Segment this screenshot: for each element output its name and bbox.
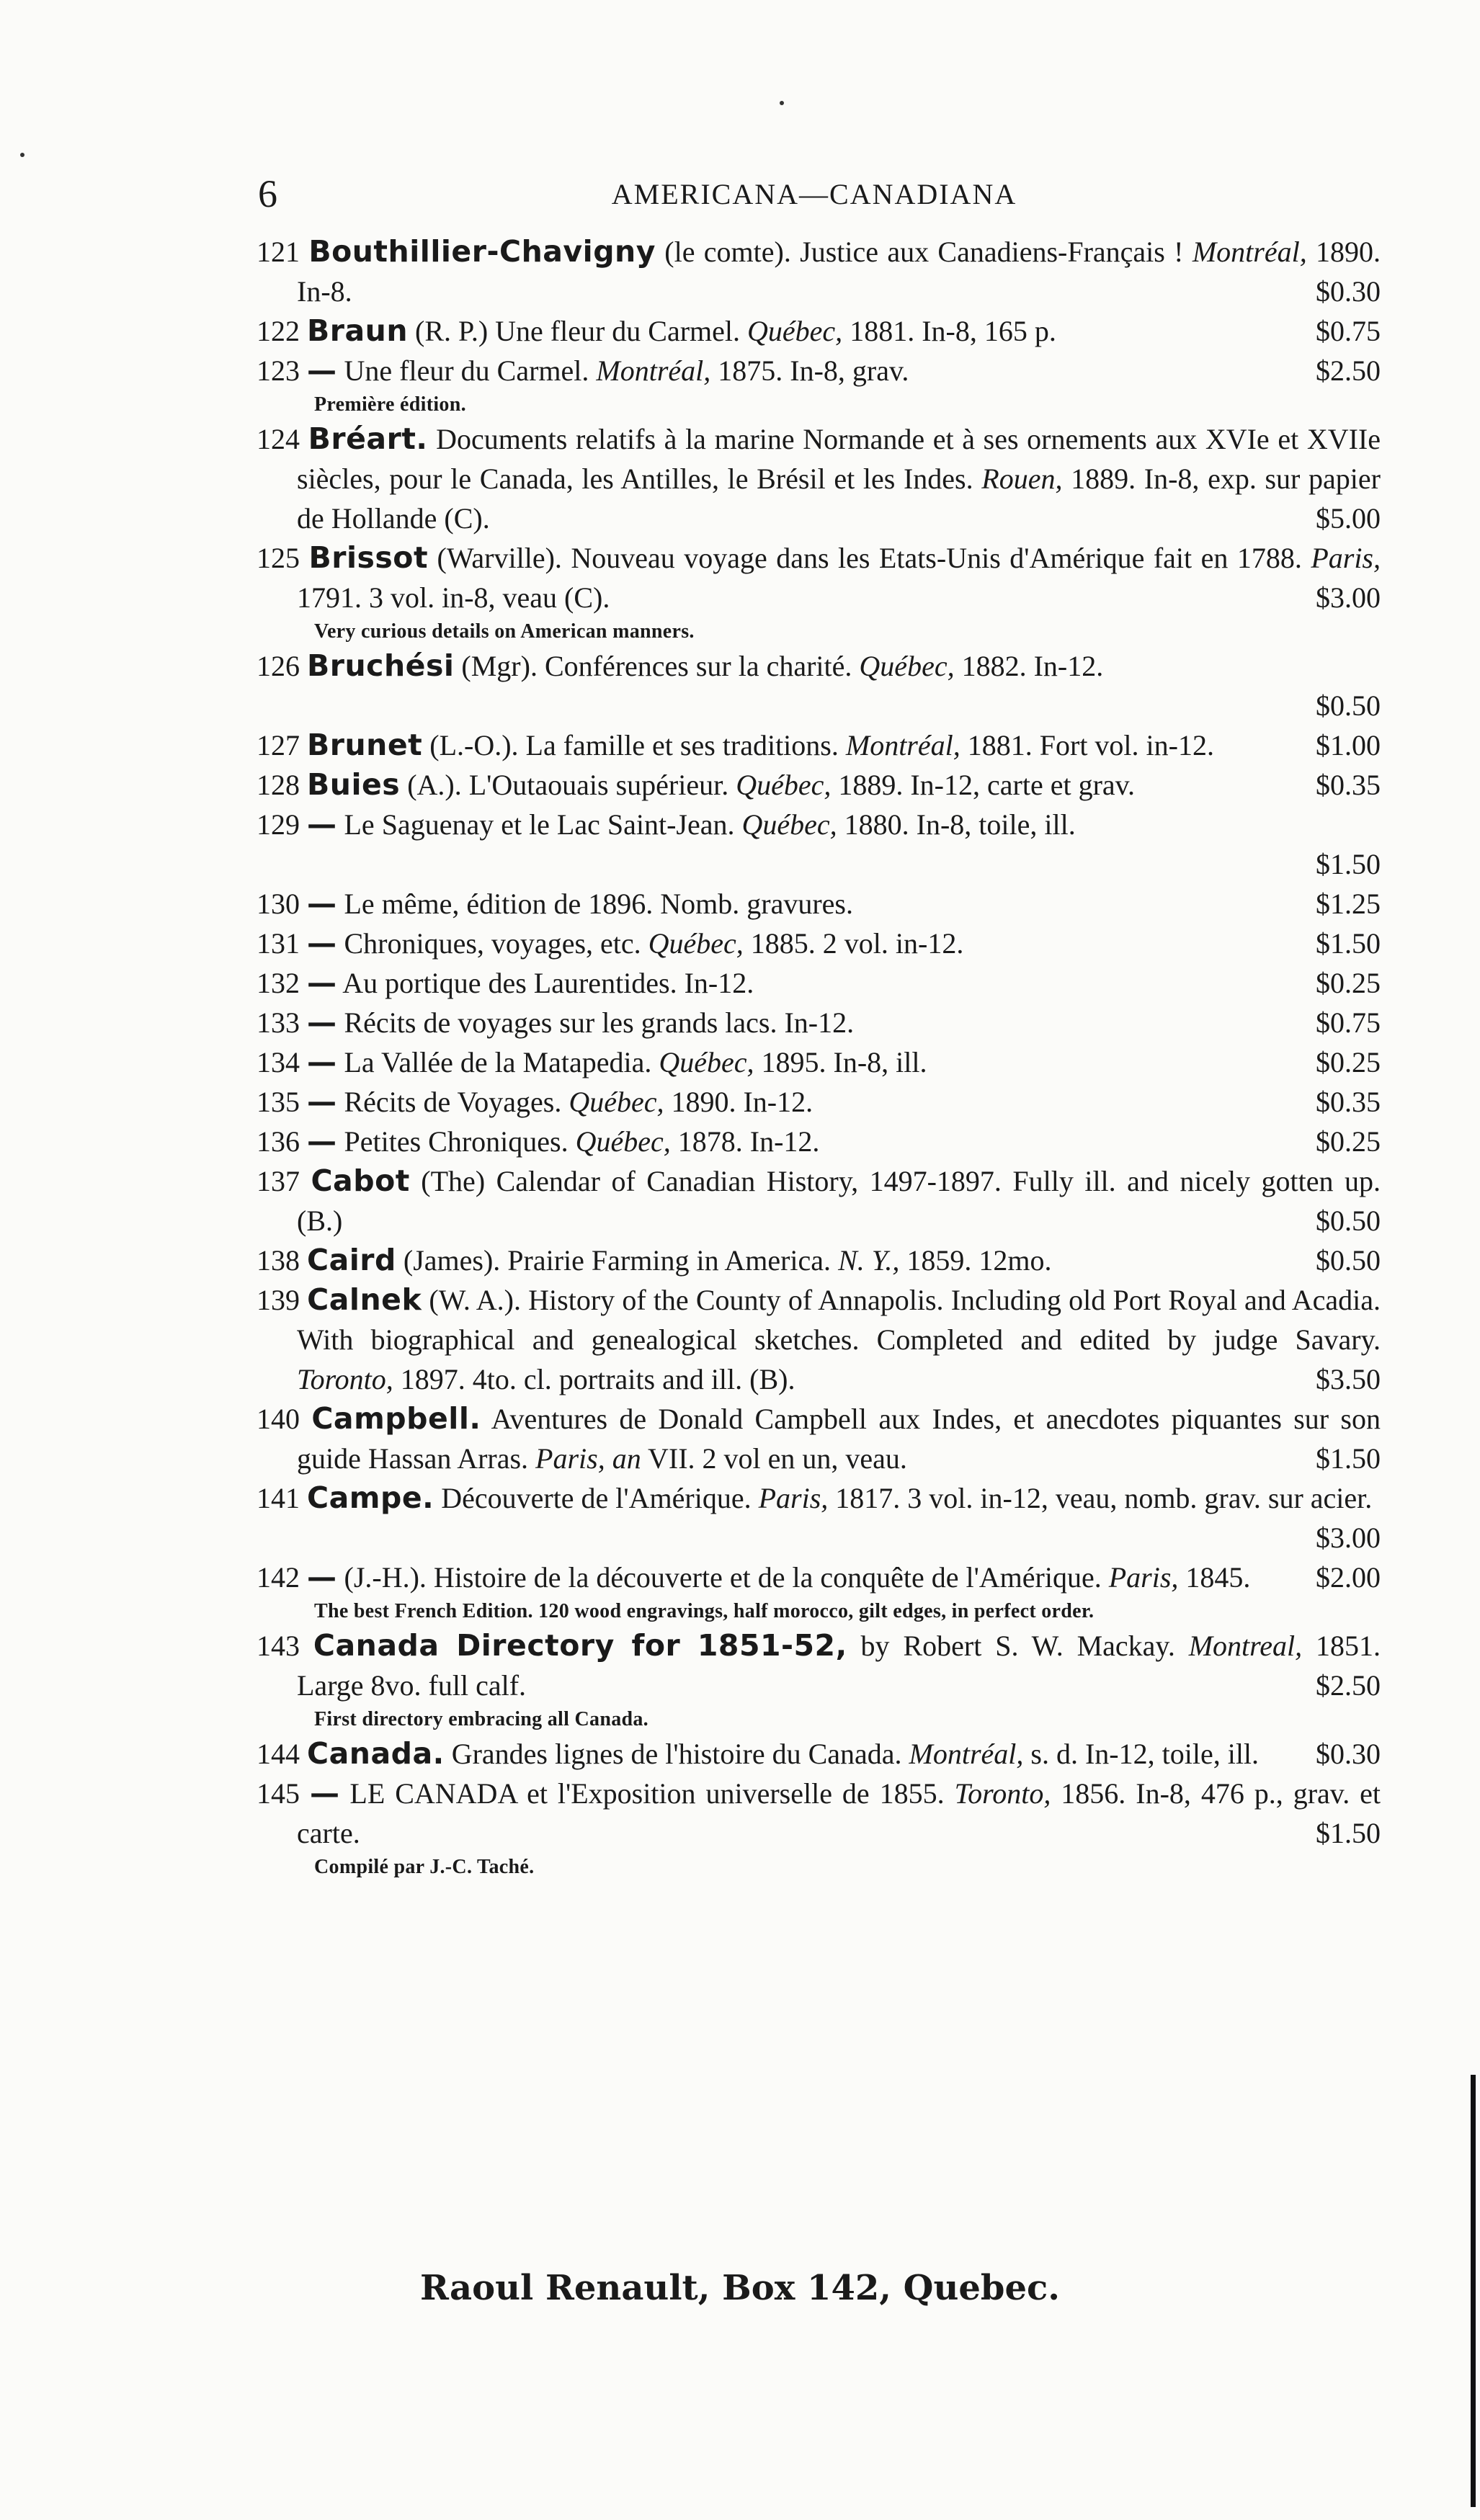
entry-description: (James). Prairie Farming in America. <box>396 1244 839 1277</box>
entry-price: $0.25 <box>1316 1125 1381 1158</box>
entry-author: Calnek <box>307 1282 422 1317</box>
entry-author: Bruchési <box>307 648 455 683</box>
entry-place: N. Y., <box>838 1244 900 1277</box>
entry-price: $1.50 <box>1316 848 1381 880</box>
entry-place: Paris, <box>758 1482 829 1514</box>
catalogue-entry <box>257 725 1381 765</box>
entry-author: Brunet <box>307 728 423 762</box>
entry-author: Braun <box>307 313 409 348</box>
entry-number: 145 <box>257 1777 300 1810</box>
page-header <box>252 171 1376 222</box>
entry-place: Toronto, <box>297 1363 393 1395</box>
entry-description: 1882. In-12. <box>954 650 1104 682</box>
publisher-footer: Raoul Renault, Box 142, Quebec. <box>420 2268 1060 2308</box>
entry-number: 134 <box>257 1046 300 1078</box>
page-edge-mark <box>1471 2075 1476 2507</box>
entry-author: Campe. <box>307 1480 434 1515</box>
entry-author: — <box>307 1560 337 1594</box>
entry-note: First directory embracing all Canada. <box>314 1708 648 1730</box>
entry-description: Petites Chroniques. <box>336 1125 576 1158</box>
entry-number: 132 <box>257 967 300 999</box>
entry-description: Documents relatifs à la marine Normande et à ses ornements aux XVIe et XVIIe siècles, pour le Canada, les Antilles, le Brésil et les Indes. <box>297 423 1381 495</box>
entry-place: Montréal, <box>596 354 711 387</box>
catalogue-entry <box>257 1626 1381 1705</box>
entry-description: 1881. Fort vol. in-12. <box>960 729 1214 761</box>
entry-number: 135 <box>257 1086 300 1118</box>
catalogue-entry <box>257 1161 1381 1241</box>
catalogue-entry <box>257 1042 1381 1082</box>
catalogue-entry <box>257 805 1381 884</box>
entry-description: 1878. In-12. <box>670 1125 820 1158</box>
entry-number: 139 <box>257 1284 300 1316</box>
entry-description: 1859. 12mo. <box>899 1244 1052 1277</box>
entry-place: Québec, <box>741 808 837 841</box>
catalogue-entry <box>257 963 1381 1003</box>
entry-place: Québec, <box>575 1125 671 1158</box>
entry-author: — <box>307 807 337 841</box>
entry-description: s. d. In-12, toile, ill. <box>1023 1738 1260 1770</box>
catalogue-entry <box>257 1478 1381 1558</box>
entry-place: Montréal, <box>909 1738 1024 1770</box>
entry-number: 133 <box>257 1006 300 1039</box>
entry-author: — <box>307 1045 337 1079</box>
entry-place: Québec, <box>569 1086 664 1118</box>
entry-description: (Mgr). Conférences sur la charité. <box>454 650 860 682</box>
entry-place: Montréal, <box>845 729 960 761</box>
entry-number: 128 <box>257 769 300 801</box>
entry-description: 1851. Large 8vo. full calf. <box>297 1630 1381 1702</box>
entry-description: 1845. <box>1178 1561 1251 1594</box>
entry-price: $3.00 <box>1316 1522 1381 1554</box>
entry-description: by Robert S. W. Mackay. <box>847 1630 1189 1662</box>
entry-description: (R. P.) Une fleur du Carmel. <box>408 315 748 347</box>
catalogue-entry <box>257 232 1381 311</box>
entry-place: Québec, <box>648 927 744 960</box>
print-speck <box>20 153 24 157</box>
entry-description: 1881. In-8, 165 p. <box>842 315 1056 347</box>
entry-description: (le comte). Justice aux Canadiens-Français ! <box>655 236 1193 268</box>
entry-place: Rouen, <box>981 463 1063 495</box>
entry-price: $0.25 <box>1316 1046 1381 1078</box>
entry-description: 1791. 3 vol. in-8, veau (C). <box>297 581 610 614</box>
entry-place: Montréal, <box>1192 236 1307 268</box>
entry-number: 137 <box>257 1165 300 1197</box>
catalogue-entry <box>257 1280 1381 1399</box>
catalogue-entry <box>257 538 1381 617</box>
entry-price: $0.35 <box>1316 769 1381 801</box>
entry-place: Toronto, <box>954 1777 1051 1810</box>
entry-description: Grandes lignes de l'histoire du Canada. <box>444 1738 909 1770</box>
entry-number: 121 <box>257 236 300 268</box>
entry-number: 125 <box>257 542 300 574</box>
entry-place: Québec, <box>736 769 832 801</box>
entry-author: Canada. <box>307 1736 445 1771</box>
catalogue-entry <box>257 646 1381 725</box>
entry-price: $0.25 <box>1316 967 1381 999</box>
entry-price: $0.35 <box>1316 1086 1381 1118</box>
entry-number: 122 <box>257 315 300 347</box>
entry-price: $2.50 <box>1316 1669 1381 1702</box>
entry-place: Québec, <box>859 650 955 682</box>
entry-number: 127 <box>257 729 300 761</box>
entry-description: 1889. In-12, carte et grav. <box>831 769 1136 801</box>
entry-description: 1895. In-8, ill. <box>754 1046 927 1078</box>
entry-number: 143 <box>257 1630 300 1662</box>
entry-price: $0.50 <box>1316 1244 1381 1277</box>
catalogue-entry <box>257 1241 1381 1280</box>
entry-number: 144 <box>257 1738 300 1770</box>
entry-author: Canada Directory for 1851-52, <box>313 1628 847 1663</box>
catalogue-entry <box>257 311 1381 351</box>
entry-note: The best French Edition. 120 wood engravings, half morocco, gilt edges, in perfect order. <box>314 1600 1095 1622</box>
entry-price: $2.50 <box>1316 354 1381 387</box>
catalogue-entries <box>257 232 1381 1882</box>
entry-description: (The) Calendar of Canadian History, 1497-1897. Fully ill. and nicely gotten up. (B.) <box>297 1165 1381 1237</box>
entry-description: Chroniques, voyages, etc. <box>336 927 648 960</box>
entry-price: $1.25 <box>1316 888 1381 920</box>
entry-number: 140 <box>257 1403 300 1435</box>
entry-description: 1817. 3 vol. in-12, veau, nomb. grav. sur acier. <box>828 1482 1373 1514</box>
entry-description: 1885. 2 vol. in-12. <box>743 927 964 960</box>
entry-description: Le même, édition de 1896. Nomb. gravures. <box>336 888 853 920</box>
entry-price: $1.50 <box>1316 1442 1381 1475</box>
entry-number: 131 <box>257 927 300 960</box>
entry-author: Campbell. <box>311 1401 481 1436</box>
entry-price: $1.50 <box>1316 1817 1381 1849</box>
entry-price: $3.00 <box>1316 581 1381 614</box>
entry-number: 123 <box>257 354 300 387</box>
entry-description: LE CANADA et l'Exposition universelle de 1855. <box>339 1777 955 1810</box>
entry-description: (J.-H.). Histoire de la découverte et de la conquête de l'Amérique. <box>336 1561 1109 1594</box>
entry-number: 130 <box>257 888 300 920</box>
catalogue-entry <box>257 1774 1381 1853</box>
entry-description: Une fleur du Carmel. <box>336 354 597 387</box>
entry-number: 141 <box>257 1482 300 1514</box>
catalogue-entry <box>257 765 1381 805</box>
entry-author: Bouthillier-Chavigny <box>308 234 656 269</box>
entry-place: Montreal, <box>1188 1630 1303 1662</box>
entry-description: Aventures de Donald Campbell aux Indes, et anecdotes piquantes sur son guide Hassan Arras. <box>297 1403 1381 1475</box>
catalogue-entry <box>257 351 1381 390</box>
entry-number: 138 <box>257 1244 300 1277</box>
entry-description: VII. 2 vol en un, veau. <box>641 1442 907 1475</box>
entry-place: Québec, <box>747 315 843 347</box>
entry-note: Première édition. <box>314 393 466 416</box>
entry-note: Very curious details on American manners. <box>314 620 695 643</box>
entry-description: Découverte de l'Amérique. <box>434 1482 759 1514</box>
entry-number: 124 <box>257 423 300 455</box>
catalogue-entry <box>257 884 1381 924</box>
entry-price: $0.50 <box>1316 1205 1381 1237</box>
running-title: AMERICANA—CANADIANA <box>611 178 1017 210</box>
entry-price: $3.50 <box>1316 1363 1381 1395</box>
entry-author: — <box>307 1005 337 1040</box>
entry-price: $0.50 <box>1316 689 1381 722</box>
entry-description: 1889. In-8, exp. sur papier de Hollande (C). <box>297 463 1381 535</box>
catalogue-entry <box>257 1003 1381 1042</box>
entry-author: — <box>309 1776 340 1810</box>
entry-number: 126 <box>257 650 300 682</box>
entry-description: 1890. In-8. <box>297 236 1381 308</box>
entry-description: La Vallée de la Matapedia. <box>336 1046 659 1078</box>
entry-author: Brissot <box>308 540 429 575</box>
page-number: 6 <box>258 172 277 215</box>
entry-place: Paris, <box>1311 542 1381 574</box>
entry-description: Le Saguenay et le Lac Saint-Jean. <box>336 808 742 841</box>
entry-price: $1.00 <box>1316 729 1381 761</box>
catalogue-entry <box>257 1734 1381 1774</box>
entry-description: (L.-O.). La famille et ses traditions. <box>422 729 846 761</box>
entry-author: — <box>307 353 337 388</box>
entry-description: (Warville). Nouveau voyage dans les Etats-Unis d'Amérique fait en 1788. <box>428 542 1311 574</box>
entry-place: Québec, <box>659 1046 754 1078</box>
entry-description: 1897. 4to. cl. portraits and ill. (B). <box>393 1363 795 1395</box>
entry-number: 129 <box>257 808 300 841</box>
catalogue-entry <box>257 419 1381 538</box>
entry-number: 142 <box>257 1561 300 1594</box>
entry-price: $2.00 <box>1316 1561 1381 1594</box>
entry-author: Buies <box>307 767 401 802</box>
entry-author: — <box>307 1084 337 1119</box>
entry-number: 136 <box>257 1125 300 1158</box>
entry-author: Caird <box>307 1243 396 1277</box>
catalogue-entry <box>257 1399 1381 1478</box>
entry-note: Compilé par J.-C. Taché. <box>314 1856 535 1878</box>
print-speck <box>780 101 784 105</box>
entry-description: Récits de Voyages. <box>336 1086 569 1118</box>
catalogue-entry <box>257 1122 1381 1161</box>
entry-description: Au portique des Laurentides. In-12. <box>336 967 754 999</box>
entry-price: $0.30 <box>1316 275 1381 308</box>
catalogue-entry <box>257 1558 1381 1597</box>
entry-author: — <box>307 886 337 921</box>
entry-description: (W. A.). History of the County of Annapolis. Including old Port Royal and Acadia. With biographical and genealogical sketches. Completed and edited by judge Savary. <box>297 1284 1381 1356</box>
entry-author: Cabot <box>311 1163 410 1198</box>
entry-author: — <box>307 965 337 1000</box>
catalogue-entry <box>257 924 1381 963</box>
entry-price: $0.75 <box>1316 1006 1381 1039</box>
entry-price: $1.50 <box>1316 927 1381 960</box>
entry-description: 1890. In-12. <box>664 1086 813 1118</box>
entry-price: $0.75 <box>1316 315 1381 347</box>
entry-price: $0.30 <box>1316 1738 1381 1770</box>
entry-place: Paris, <box>1108 1561 1179 1594</box>
entry-description: 1880. In-8, toile, ill. <box>837 808 1076 841</box>
entry-description: (A.). L'Outaouais supérieur. <box>400 769 736 801</box>
catalogue-entry <box>257 1082 1381 1122</box>
entry-author: — <box>307 926 337 960</box>
entry-description: 1856. In-8, 476 p., grav. et carte. <box>297 1777 1381 1849</box>
entry-description: 1875. In-8, grav. <box>710 354 909 387</box>
entry-description: Récits de voyages sur les grands lacs. In-12. <box>336 1006 855 1039</box>
entry-author: Bréart. <box>308 421 428 456</box>
entry-place: Paris, an <box>535 1442 641 1475</box>
entry-price: $5.00 <box>1316 502 1381 535</box>
entry-author: — <box>307 1124 337 1158</box>
